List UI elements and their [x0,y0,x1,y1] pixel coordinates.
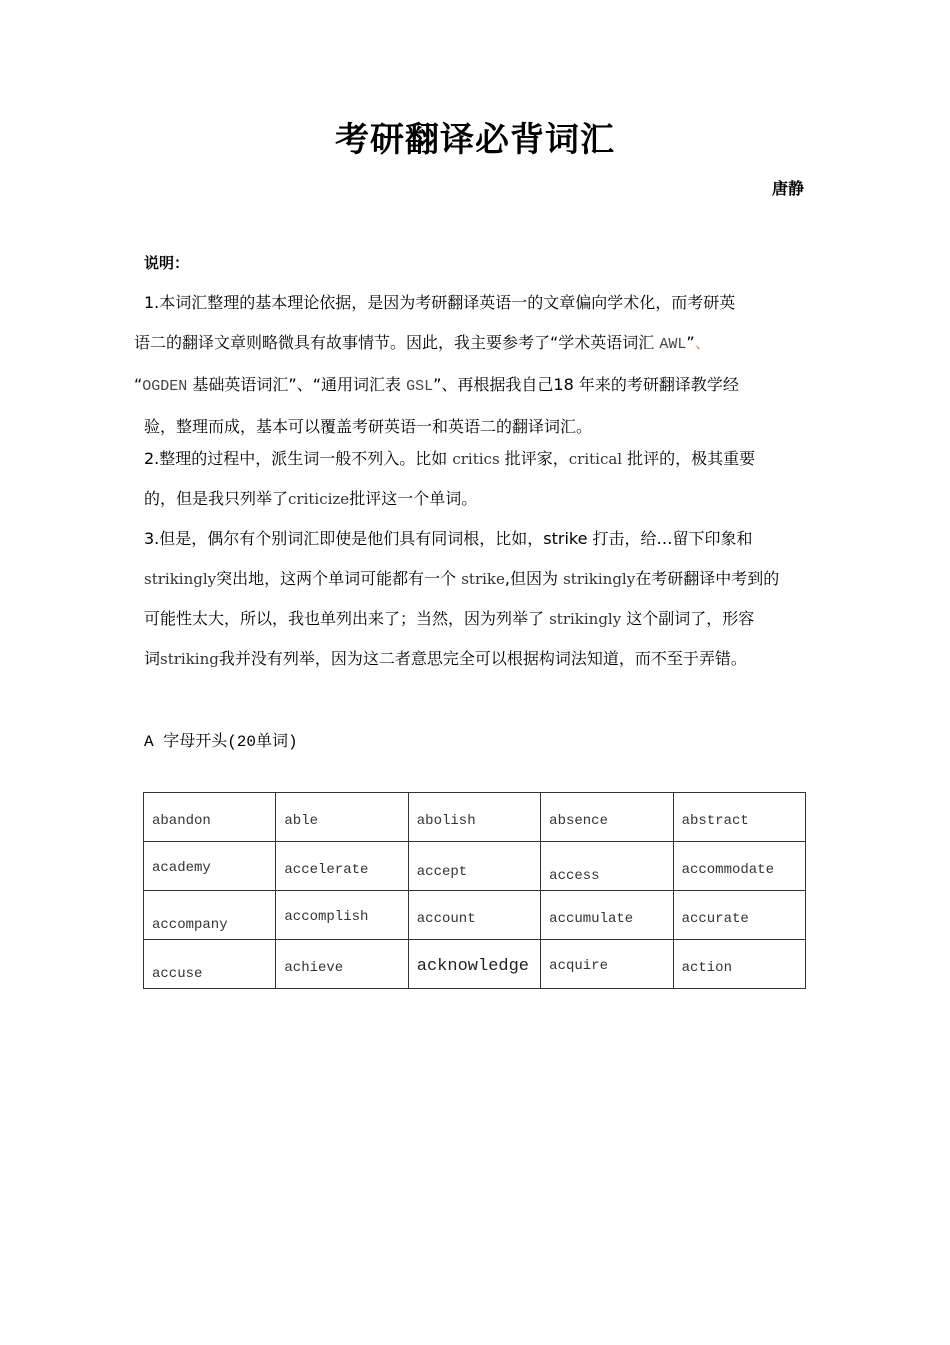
word-cell: account [408,891,540,940]
word-cell: able [276,793,408,842]
text-span: 批评的，极其重要 [622,449,756,468]
word-cell: abstract [673,793,805,842]
table-row [144,842,806,891]
text-line: 1.本词汇整理的基本理论依据，是因为考研翻译英语一的文章偏向学术化，而考研英 [144,293,736,312]
word-cell: absence [541,793,673,842]
word-cell: accelerate [276,842,408,891]
text-span: strikingly [563,570,636,588]
text-line: 验，整理而成，基本可以覆盖考研英语一和英语二的翻译词汇。 [144,417,593,436]
table-row [144,940,806,989]
text-span: 词 [144,649,161,668]
word-cell: access [541,842,673,891]
text-span: 、 [694,333,711,352]
word-cell: achieve [276,940,408,989]
table-row [144,793,806,842]
word-cell: acknowledge [408,940,540,989]
text-span: “ [134,375,143,394]
section-a-heading: A 字母开头(20单词) [144,733,298,751]
word-cell: acquire [541,940,673,989]
note-heading: 说明： [144,254,190,272]
text-span: 可能性太大，所以，我也单列出来了；当然，因为列举了 [144,609,550,628]
note-paragraph-1 [134,283,824,447]
text-span: critics [452,450,500,468]
word-cell: accomplish [276,891,408,940]
text-span: 2.整理的过程中，派生词一般不列入。比如 [144,449,453,468]
text-span: 我并没有列举，因为这二者意思完全可以根据构词法知道，而不至于弄错。 [218,649,747,668]
text-span: strike [461,570,505,588]
text-line [144,479,824,519]
text-span: 这个副词了，形容 [621,609,755,628]
text-span: AWL [659,336,687,353]
word-cell: abandon [144,793,276,842]
text-span: ”、再根据我自己18 年来的考研翻译教学经 [433,375,739,394]
document-title: 考研翻译必背词汇 [335,120,615,160]
text-span: strikingly [144,570,217,588]
text-span: 的，但是我只列举了 [144,489,289,508]
word-cell: accurate [673,891,805,940]
word-cell: accompany [144,891,276,940]
text-span: 语二的翻译文章则略微具有故事情节。因此，我主要参考了“学术英语词汇 [134,333,660,352]
word-cell: action [673,940,805,989]
text-span: criticize [288,490,350,508]
text-line [134,323,824,365]
text-span: OGDEN [142,378,188,395]
text-span: 批评这一个单词。 [349,489,478,508]
text-span: 在考研翻译中考到的 [635,569,780,588]
word-cell: academy [144,842,276,891]
text-span: ” [686,333,695,352]
word-cell: accommodate [673,842,805,891]
text-span: 批评家， [499,449,569,468]
word-cell: accept [408,842,540,891]
word-cell: abolish [408,793,540,842]
text-span: 突出地，这两个单词可能都有一个 [216,569,462,588]
text-line [144,599,824,639]
word-cell: accumulate [541,891,673,940]
author-name: 唐静 [771,179,804,198]
text-span: 基础英语词汇”、“通用词汇表 [187,375,407,394]
table-row [144,891,806,940]
note-paragraph-2 [144,439,824,519]
text-line [144,639,824,679]
note-paragraph-3 [144,519,824,679]
text-span: critical [568,450,623,468]
text-span: ,但因为 [504,569,564,588]
text-line: 3.但是，偶尔有个别词汇即使是他们具有同词根，比如，strike 打击，给…留下印象和 [144,529,753,548]
text-span: striking [160,650,219,668]
word-cell: accuse [144,940,276,989]
text-line [134,365,824,407]
text-line [144,559,824,599]
text-span: strikingly [549,610,622,628]
vocabulary-table [143,792,806,989]
text-line [144,439,824,479]
text-span: GSL [406,378,434,395]
